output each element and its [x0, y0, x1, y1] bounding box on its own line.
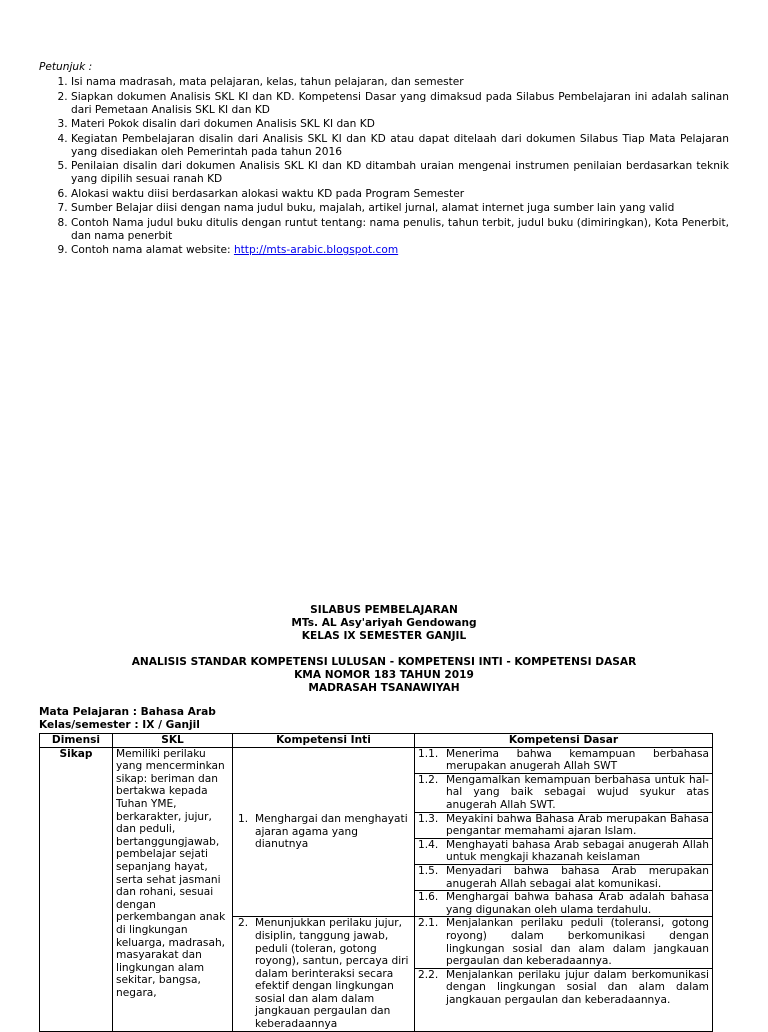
instructions-list: [39, 76, 729, 257]
class-semester-label: Kelas/semester : IX / Ganjil: [39, 719, 200, 731]
syllabus-heading: [0, 604, 768, 643]
subject-label: Mata Pelajaran : Bahasa Arab: [39, 706, 216, 718]
kd-number: 1.6.: [418, 891, 439, 904]
kd-text: Menyadari bahwa bahasa Arab merupakan anugerah Allah sebagai alat komunikasi.: [446, 864, 709, 890]
kd-cell: [415, 747, 713, 917]
instruction-item: 2. Siapkan dokumen Analisis SKL KI dan KD. Kompetensi Dasar yang dimaksud pada Silabus Pembelajaran ini adalah salinan dari Pemetaan Analisis SKL KI dan KD: [71, 91, 729, 117]
instruction-item: 8. Contoh Nama judul buku ditulis dengan runtut tentang: nama penulis, tahun terbit, judul buku (dimiringkan), Kota Penerbit, dan nama penerbit: [71, 217, 729, 243]
skl-cell: Memiliki perilaku yang mencerminkan sikap: beriman dan bertakwa kepada Tuhan YME, berkarakter, jujur, dan peduli, bertanggungjawab, pembelajar sejati sepanjang hayat, serta sehat jasmani dan rohani, sesuai dengan perkembangan anak di lingkungan keluarga, madrasah, masyarakat dan lingkungan alam sekitar, bangsa, negara,: [113, 747, 233, 1031]
kd-number: 1.3.: [418, 812, 439, 825]
kd-item: [415, 917, 712, 968]
ki-number: 1.: [238, 813, 249, 826]
instructions-title: Petunjuk :: [39, 61, 93, 73]
kd-text: Mengamalkan kemampuan berbahasa untuk hal-hal yang baik sebagai wujud syukur atas anugerah Allah SWT.: [446, 773, 709, 811]
kd-number: 1.2.: [418, 773, 439, 786]
kd-item: [415, 891, 712, 916]
kd-number: 2.1.: [418, 917, 439, 930]
instruction-item: 5. Penilaian disalin dari dokumen Analisis SKL KI dan KD ditambah uraian mengenai instrumen penilaian berdasarkan teknik yang dipilih sesuai ranah KD: [71, 160, 729, 186]
kd-cell: [415, 917, 713, 1031]
kd-text: Meyakini bahwa Bahasa Arab merupakan Bahasa pengantar memahami ajaran Islam.: [446, 812, 709, 838]
heading-line: SILABUS PEMBELAJARAN: [310, 604, 458, 616]
kd-item: [415, 969, 712, 1007]
website-link[interactable]: http://mts-arabic.blogspot.com: [233, 244, 399, 256]
heading-line: KELAS IX SEMESTER GANJIL: [301, 630, 467, 642]
kd-number: 1.4.: [418, 838, 439, 851]
ki-cell: [233, 917, 415, 1031]
ki-number: 2.: [238, 917, 249, 930]
instruction-item: 6. Alokasi waktu diisi berdasarkan alokasi waktu KD pada Program Semester: [71, 188, 729, 201]
instruction-item: [71, 244, 729, 257]
kd-text: Menjalankan perilaku jujur dalam berkomunikasi dengan lingkungan sosial dan alam dalam jangkauan pergaulan dan keberadaannya.: [446, 968, 709, 1006]
table-header-row: [40, 734, 713, 748]
heading-line: KMA NOMOR 183 TAHUN 2019: [294, 669, 474, 681]
heading-line: MTs. AL Asy'ariyah Gendowang: [291, 617, 477, 629]
instruction-item: 1. Isi nama madrasah, mata pelajaran, kelas, tahun pelajaran, dan semester: [71, 76, 729, 89]
instruction-item: 7. Sumber Belajar diisi dengan nama judul buku, majalah, artikel jurnal, alamat internet juga sumber lain yang valid: [71, 202, 729, 215]
dimensi-cell: Sikap: [40, 747, 113, 1031]
kd-text: Menerima bahwa kemampuan berbahasa merupakan anugerah Allah SWT: [446, 747, 709, 773]
table-row: [40, 747, 713, 917]
instructions-section: [39, 61, 729, 259]
header-kompetensi-inti: Kompetensi Inti: [233, 734, 415, 748]
ki-text: Menunjukkan perilaku jujur, disiplin, tanggung jawab, peduli (toleran, gotong royong), santun, percaya diri dalam berinteraksi secara efektif dengan lingkungan sosial dan alam dalam jangkauan pergaulan dan keberadaannya: [255, 917, 409, 1031]
kd-item: [415, 839, 712, 865]
kd-number: 2.2.: [418, 968, 439, 981]
subject-meta: [39, 706, 216, 732]
kd-text: Menjalankan perilaku peduli (toleransi, gotong royong) dalam berkomunikasi dengan lingkungan sosial dan alam dalam jangkauan pergaulan dan keberadaannya.: [446, 917, 709, 968]
instruction-item: 4. Kegiatan Pembelajaran disalin dari Analisis SKL KI dan KD atau dapat ditelaah dari dokumen Silabus Tiap Mata Pelajaran yang disediakan oleh Pemerintah pada tahun 2016: [71, 133, 729, 159]
analysis-heading: [0, 656, 768, 695]
kd-item: [415, 748, 712, 774]
kd-item: [415, 865, 712, 891]
kd-item: [415, 774, 712, 813]
header-dimensi: Dimensi: [40, 734, 113, 748]
ki-cell: [233, 747, 415, 917]
instruction-item: 3. Materi Pokok disalin dari dokumen Analisis SKL KI dan KD: [71, 118, 729, 131]
header-kompetensi-dasar: Kompetensi Dasar: [415, 734, 713, 748]
heading-line: ANALISIS STANDAR KOMPETENSI LULUSAN - KOMPETENSI INTI - KOMPETENSI DASAR: [131, 656, 637, 668]
competency-table: [39, 733, 713, 1032]
header-skl: SKL: [113, 734, 233, 748]
ki-text: Menghargai dan menghayati ajaran agama yang dianutnya: [255, 813, 408, 851]
kd-number: 1.1.: [418, 747, 439, 760]
kd-item: [415, 813, 712, 839]
kd-number: 1.5.: [418, 864, 439, 877]
kd-text: Menghayati bahasa Arab sebagai anugerah Allah untuk mengkaji khazanah keislaman: [446, 838, 709, 864]
instruction-item-text: Contoh nama alamat website:: [71, 244, 234, 256]
kd-text: Menghargai bahwa bahasa Arab adalah bahasa yang digunakan oleh ulama terdahulu.: [446, 891, 709, 916]
heading-line: MADRASAH TSANAWIYAH: [308, 682, 460, 694]
